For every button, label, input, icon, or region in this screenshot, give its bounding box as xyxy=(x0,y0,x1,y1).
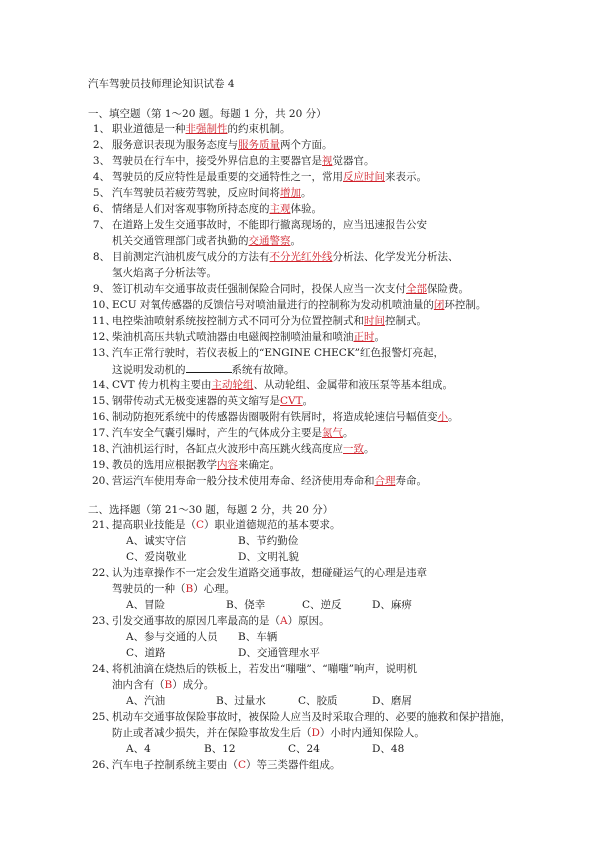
answer: 正时 xyxy=(353,331,375,343)
answer: C xyxy=(196,519,205,531)
choice-question-24-cont: 油内含有（B）成分。 xyxy=(112,679,215,691)
answer: 非强制性 xyxy=(185,123,228,135)
fill-question-8-cont: 氢火焰离子分析法等。 xyxy=(112,267,217,279)
option: A、诚实守信 xyxy=(126,535,187,547)
choice-question-25: 25、机动车交通事故保险事故时，被保险人应当及时采取合理的、必要的施救和保护措施， xyxy=(92,711,511,723)
answer: 全部 xyxy=(406,283,427,295)
fill-question-2: 2、 服务意识表现为服务态度与服务质量两个方面。 xyxy=(92,139,333,151)
answer: 主观 xyxy=(269,203,291,215)
option: A、汽油 xyxy=(126,695,166,707)
fill-question-9: 9、 签订机动车交通事故责任强制保险合同时，投保人应当一次支付全部保险费。 xyxy=(92,283,469,295)
fill-question-1: 1、 职业道德是一种非强制性的约束机制。 xyxy=(92,123,291,135)
answer: 内容 xyxy=(217,459,238,471)
option: C、胶质 xyxy=(298,695,338,707)
option: C、爱岗敬业 xyxy=(126,551,187,563)
choice-question-21: 21、提高职业技能是（C）职业道德规范的基本要求。 xyxy=(92,519,341,531)
answer: CVT xyxy=(280,395,303,407)
answer: 时间 xyxy=(364,315,385,327)
answer: B xyxy=(185,583,194,595)
fill-question-10: 10、ECU 对氧传感器的反馈信号对喷油量进行的控制称为发动机喷油量的闭环控制。 xyxy=(92,299,487,311)
option: B、车辆 xyxy=(238,631,278,643)
answer: 合理 xyxy=(374,475,396,487)
option: C、24 xyxy=(288,743,320,755)
fill-question-19: 19、教员的选用应根据教学内容来确定。 xyxy=(92,459,280,471)
choice-question-26: 26、汽车电子控制系统主要由（C）等三类器件组成。 xyxy=(92,759,341,771)
answer: 服务质量 xyxy=(238,139,280,151)
answer: 闭 xyxy=(433,299,445,311)
answer: 一致 xyxy=(343,443,364,455)
answer: A xyxy=(280,615,288,627)
answer: C xyxy=(238,759,247,771)
answer: 主动轮组 xyxy=(211,379,254,391)
option: D、麻痹 xyxy=(372,599,412,611)
fill-question-16: 16、制动防抱死系统中的传感器齿圈吸附有铁屑时，将造成轮速信号幅值变小。 xyxy=(92,411,459,423)
fill-question-13: 13、汽车正常行驶时，若仪表板上的“ENGINE CHECK”红色报警灯亮起， xyxy=(92,347,445,359)
answer: 氮气 xyxy=(322,427,343,439)
fill-question-8: 8、 目前测定汽油机废气成分的方法有不分光红外线分析法、化学发光分析法、 xyxy=(92,251,459,263)
fill-question-6: 6、 情绪是人们对客观事物所持态度的主观体验。 xyxy=(92,203,322,215)
option: A、参与交通的人员 xyxy=(126,631,218,643)
answer: 反应时间 xyxy=(343,171,385,183)
fill-question-7-cont: 机关交通管理部门或者执勤的交通警察。 xyxy=(112,235,301,247)
option: D、交通管理水平 xyxy=(238,647,320,659)
option: A、4 xyxy=(126,743,151,755)
answer-blank xyxy=(186,362,232,373)
fill-question-14: 14、CVT 传力机构主要由主动轮组、从动轮组、金属带和液压泵等基本组成。 xyxy=(92,379,453,391)
fill-question-20: 20、营运汽车使用寿命一般分技术使用寿命、经济使用寿命和合理寿命。 xyxy=(92,475,427,487)
option: B、过量水 xyxy=(216,695,266,707)
fill-question-11: 11、电控柴油喷射系统按控制方式不同可分为位置控制式和时间控制式。 xyxy=(92,315,427,327)
section-choice-heading: 二、选择题（第 21～30 题，每题 2 分，共 20 分） xyxy=(88,504,334,516)
answer: 不分光红外线 xyxy=(269,251,333,263)
option: C、逆反 xyxy=(302,599,342,611)
choice-question-22-cont: 驾驶员的一种（B）心理。 xyxy=(112,583,236,595)
answer: B xyxy=(164,679,173,691)
fill-question-13-cont: 这说明发动机的 系统有故障。 xyxy=(112,364,295,376)
option: C、道路 xyxy=(126,647,166,659)
option: A、冒险 xyxy=(126,599,166,611)
answer: 视 xyxy=(322,155,333,167)
answer: D xyxy=(311,727,320,739)
option: D、文明礼貌 xyxy=(238,551,299,563)
fill-question-4: 4、 驾驶员的反应特性是最重要的交通特性之一，常用反应时间来表示。 xyxy=(92,171,427,183)
option: B、12 xyxy=(204,743,236,755)
fill-question-15: 15、钢带传动式无极变速器的英文缩写是CVT。 xyxy=(92,395,314,407)
choice-question-25-cont: 防止或者减少损失，并在保险事故发生后（D）小时内通知保险人。 xyxy=(112,727,425,739)
option: B、侥幸 xyxy=(226,599,266,611)
answer: 小 xyxy=(437,411,448,423)
fill-question-17: 17、汽车安全气囊引爆时，产生的气体成分主要是氮气。 xyxy=(92,427,354,439)
option: B、节约勤俭 xyxy=(238,535,299,547)
option: D、48 xyxy=(372,743,405,755)
answer: 增加 xyxy=(280,187,301,199)
answer: 交通警察 xyxy=(248,235,291,247)
choice-question-22: 22、认为违章操作不一定会发生道路交通事故，想碰碰运气的心理是违章 xyxy=(92,567,427,579)
option: D、磨屑 xyxy=(372,695,412,707)
fill-question-12: 12、柴油机高压共轨式喷油器由电磁阀控制喷油量和喷油正时。 xyxy=(92,331,385,343)
choice-question-23: 23、引发交通事故的原因几率最高的是（A）原因。 xyxy=(92,615,330,627)
fill-question-18: 18、汽油机运行时，各缸点火波形中高压跳火线高度应一致。 xyxy=(92,443,375,455)
choice-question-24: 24、将机油滴在烧热后的铁板上，若发出“嘣嗤”、“嘣嗤”响声，说明机 xyxy=(92,663,417,675)
section-fill-heading: 一、填空题（第 1～20 题。每题 1 分，共 20 分） xyxy=(88,108,327,120)
fill-question-5: 5、 汽车驾驶员若疲劳驾驶，反应时间将增加。 xyxy=(92,187,312,199)
exam-title: 汽车驾驶员技师理论知识试卷 4 xyxy=(88,78,235,90)
fill-question-7: 7、 在道路上发生交通事故时，不能即行撤离现场的，应当迅速报告公安 xyxy=(92,219,427,231)
fill-question-3: 3、 驾驶员在行车中，接受外界信息的主要器官是视觉器官。 xyxy=(92,155,375,167)
